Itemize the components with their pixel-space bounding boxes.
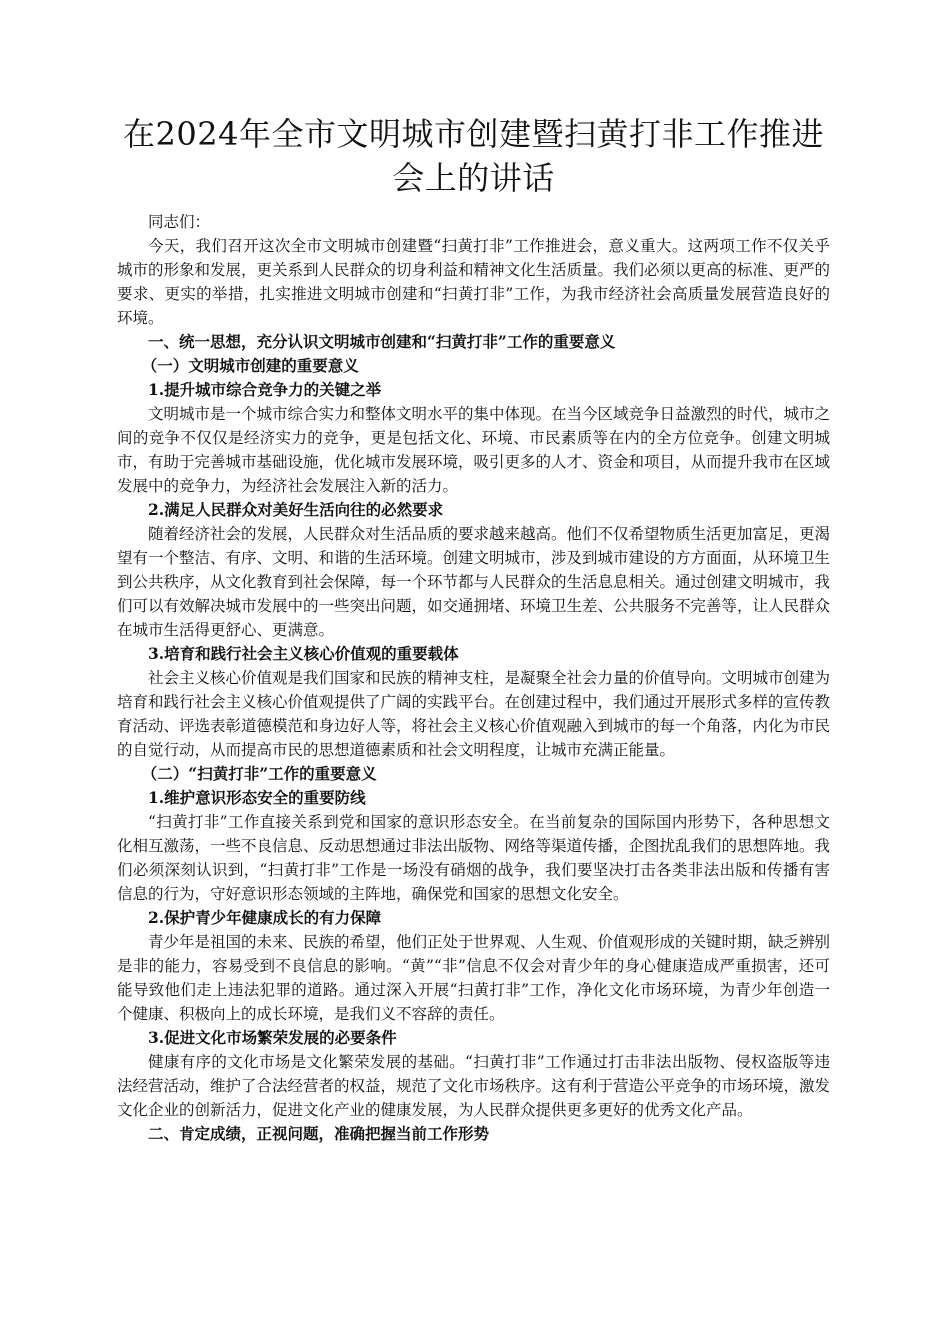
item-2-2-paragraph: 青少年是祖国的未来、民族的希望，他们正处于世界观、人生观、价值观形成的关键时期，缺乏辨别是非的能力，容易受到不良信息的影响。“黄”“非”信息不仅会对青少年的身心健康造成严重损害，还可能导致他们走上违法犯罪的道路。通过深入开展“扫黄打非”工作，净化文化市场环境，为青少年创造一个健康、积极向上的成长环境，是我们义不容辞的责任。 (117, 933, 831, 1023)
item-2-2-heading: 2.保护青少年健康成长的有力保障 (148, 908, 382, 927)
item-1-2-heading: 2.满足人民群众对美好生活向往的必然要求 (148, 500, 444, 519)
section-1-heading: 一、统一思想，充分认识文明城市创建和“扫黄打非”工作的重要意义 (148, 332, 616, 351)
item-1-2-paragraph: 随着经济社会的发展，人民群众对生活品质的要求越来越高。他们不仅希望物质生活更加富足，更渴望有一个整洁、有序、文明、和谐的生活环境。创建文明城市，涉及到城市建设的方方面面，从环境卫生到公共秩序，从文化教育到社会保障，每一个环节都与人民群众的生活息息相关。通过创建文明城市，我们可以有效解决城市发展中的一些突出问题，如交通拥堵、环境卫生差、公共服务不完善等，让人民群众在城市生活得更舒心、更满意。 (117, 525, 831, 639)
subsection-2-heading: （二）“扫黄打非”工作的重要意义 (141, 764, 377, 783)
item-1-3-heading: 3.培育和践行社会主义核心价值观的重要载体 (148, 644, 459, 663)
item-1-1-paragraph: 文明城市是一个城市综合实力和整体文明水平的集中体现。在当今区域竞争日益激烈的时代，城市之间的竞争不仅仅是经济实力的竞争，更是包括文化、环境、市民素质等在内的全方位竞争。创建文明城市，有助于完善城市基础设施，优化城市发展环境，吸引更多的人才、资金和项目，从而提升我市在区域发展中的竞争力，为经济社会发展注入新的活力。 (117, 405, 831, 495)
section-2-heading: 二、肯定成绩，正视问题，准确把握当前工作形势 (148, 1124, 490, 1143)
intro-paragraph: 今天，我们召开这次全市文明城市创建暨“扫黄打非”工作推进会，意义重大。这两项工作不仅关乎城市的形象和发展，更关系到人民群众的切身利益和精神文化生活质量。我们必须以更高的标准、更严的要求、更实的举措，扎实推进文明城市创建和“扫黄打非”工作，为我市经济社会高质量发展营造良好的环境。 (117, 237, 831, 327)
subsection-1-heading: （一）文明城市创建的重要意义 (141, 356, 359, 375)
item-1-3-paragraph: 社会主义核心价值观是我们国家和民族的精神支柱，是凝聚全社会力量的价值导向。文明城市创建为培育和践行社会主义核心价值观提供了广阔的实践平台。在创建过程中，我们通过开展形式多样的宣传教育活动、评选表彰道德模范和身边好人等，将社会主义核心价值观融入到城市的每一个角落，内化为市民的自觉行动，从而提高市民的思想道德素质和社会文明程度，让城市充满正能量。 (117, 669, 831, 759)
document-title: 在2024年全市文明城市创建暨扫黄打非工作推进会上的讲话 (123, 115, 824, 197)
item-2-3-paragraph: 健康有序的文化市场是文化繁荣发展的基础。“扫黄打非”工作通过打击非法出版物、侵权盗版等违法经营活动，维护了合法经营者的权益，规范了文化市场秩序。这有利于营造公平竞争的市场环境，激发文化企业的创新活力，促进文化产业的健康发展，为人民群众提供更多更好的优秀文化产品。 (117, 1053, 831, 1119)
item-1-1-heading: 1.提升城市综合竞争力的关键之举 (148, 380, 382, 399)
document-page (117, 112, 830, 1146)
salutation: 同志们： (148, 213, 211, 231)
item-2-1-heading: 1.维护意识形态安全的重要防线 (148, 788, 366, 807)
item-2-1-paragraph: “扫黄打非”工作直接关系到党和国家的意识形态安全。在当前复杂的国际国内形势下，各种思想文化相互激荡，一些不良信息、反动思想通过非法出版物、网络等渠道传播，企图扰乱我们的思想阵地。我们必须深刻认识到，“扫黄打非”工作是一场没有硝烟的战争，我们要坚决打击各类非法出版和传播有害信息的行为，守好意识形态领域的主阵地，确保党和国家的思想文化安全。 (117, 813, 831, 903)
item-2-3-heading: 3.促进文化市场繁荣发展的必要条件 (148, 1028, 397, 1047)
